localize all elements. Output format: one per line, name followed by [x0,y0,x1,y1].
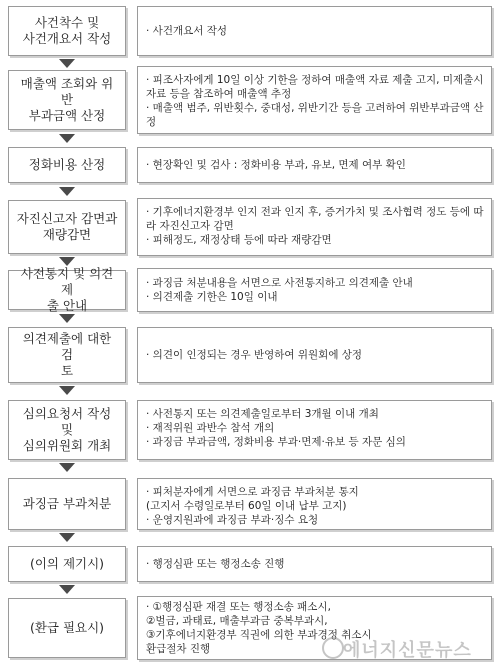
flow-arrow-1 [59,59,75,68]
flow-arrow-4 [59,257,75,266]
watermark: 에너지신문뉴스 [343,640,472,661]
flow-arrow-5 [59,314,75,323]
step-9-detail: · 행정심판 또는 행정소송 진행 [137,546,492,582]
watermark-logo-icon [322,637,344,659]
step-4-detail: · 기후에너지환경부 인지 전과 인지 후, 증거가치 및 조사협력 정도 등에 따라 자진신고자 감면 · 피해정도, 재정상태 등에 따라 재량감면 [137,198,492,256]
step-7-detail: · 사전통지 또는 의견제출일로부터 3개월 이내 개최 · 재적위원 과반수 참석 개의 · 과징금 부과금액, 정화비용 부과·면제·유보 등 자문 심의 [137,400,492,460]
step-8-label: 과징금 부과처분 [8,478,126,530]
flow-arrow-8 [59,533,75,542]
step-1-detail: · 사건개요서 작성 [137,6,492,56]
step-4-label: 자진신고자 감면과 재량감면 [8,200,126,254]
step-10-label: (환급 필요시) [8,598,126,658]
step-1-label: 사건착수 및 사건개요서 작성 [8,6,126,56]
flow-arrow-9 [59,585,75,594]
step-6-label: 의견제출에 대한 검 토 [8,327,126,383]
flow-arrow-3 [59,187,75,196]
step-9-label: (이의 제기시) [8,546,126,582]
flow-arrow-2 [59,134,75,143]
step-5-detail: · 과징금 처분내용을 서면으로 사전통지하고 의견제출 안내 · 의견제출 기한은 10일 이내 [137,268,492,312]
step-10-detail: · ①행정심판 재결 또는 행정소송 패소시, ②벌금, 과태료, 매출부과금 중복부과시, ③기후에너지환경부 직권에 의한 부과경정 취소시 환급절차 진행 [137,596,492,660]
flow-arrow-6 [59,386,75,395]
step-2-label: 매출액 조회와 위반 부과금액 산정 [8,70,126,130]
step-3-label: 정화비용 산정 [8,147,126,183]
step-2-detail: · 피조사자에게 10일 이상 기한을 정하여 매출액 자료 제출 고지, 미제출시 자료 등을 참조하여 매출액 추정 · 매출액 범주, 위반횟수, 중대성, 위반기간 등을 고려하여 위반부과금액 산정 [137,66,492,134]
step-7-label: 심의요청서 작성 및 심의위원회 개최 [8,400,126,460]
step-3-detail: · 현장확인 및 검사 : 정화비용 부과, 유보, 면제 여부 확인 [137,147,492,183]
step-5-label: 사전통지 및 의견제 출 안내 [8,270,126,310]
step-6-detail: · 의견이 인정되는 경우 반영하여 위원회에 상정 [137,327,492,383]
flow-arrow-7 [59,463,75,472]
step-8-detail: · 피처분자에게 서면으로 과징금 부과처분 통지 (고지서 수령일로부터 60일 이내 납부 고지) · 운영지원과에 과징금 부과·징수 요청 [137,478,492,530]
